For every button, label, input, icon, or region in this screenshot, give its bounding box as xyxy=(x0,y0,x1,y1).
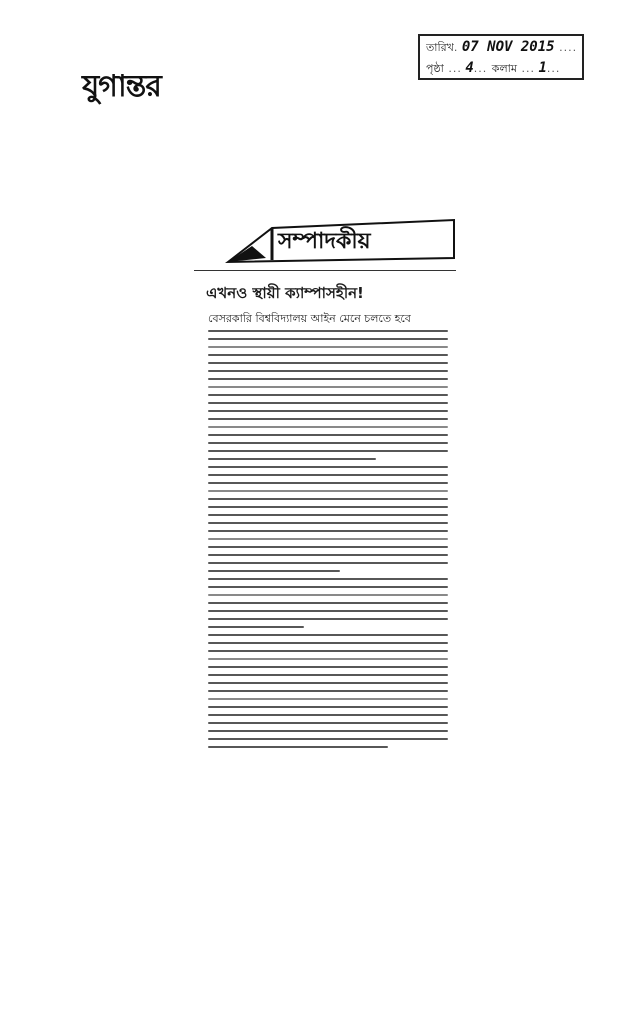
section-banner xyxy=(222,218,458,266)
stamp-page-value: 4 xyxy=(465,60,474,76)
article-headline: এখনও স্থায়ী ক্যাম্পাসহীন! xyxy=(206,284,364,302)
stamp-date-label: তারিখ xyxy=(426,41,454,54)
stamp-date-row: তারিখ. 07 NOV 2015 .... xyxy=(426,39,578,55)
article-paragraph xyxy=(208,578,448,628)
stamp-date-value: 07 NOV 2015 xyxy=(461,39,555,55)
stamp-page-label: পৃষ্ঠা xyxy=(426,62,444,75)
stamp-column-label: কলাম xyxy=(491,62,517,75)
article-body xyxy=(208,330,448,754)
stamp-column-value: 1 xyxy=(538,60,547,76)
section-title: সম্পাদকীয় xyxy=(278,229,371,254)
article-paragraph xyxy=(208,634,448,748)
article-subhead: বেসরকারি বিশ্ববিদ্যালয় আইন মেনে চলতে হবে xyxy=(208,312,411,325)
article-paragraph xyxy=(208,466,448,572)
article-paragraph xyxy=(208,330,448,460)
newspaper-masthead: যুগান্তর xyxy=(82,69,161,104)
stamp-page-row: পৃষ্ঠা ... 4... কলাম ... 1... xyxy=(426,60,561,76)
archive-stamp xyxy=(418,34,584,80)
newspaper-clipping xyxy=(194,210,456,758)
